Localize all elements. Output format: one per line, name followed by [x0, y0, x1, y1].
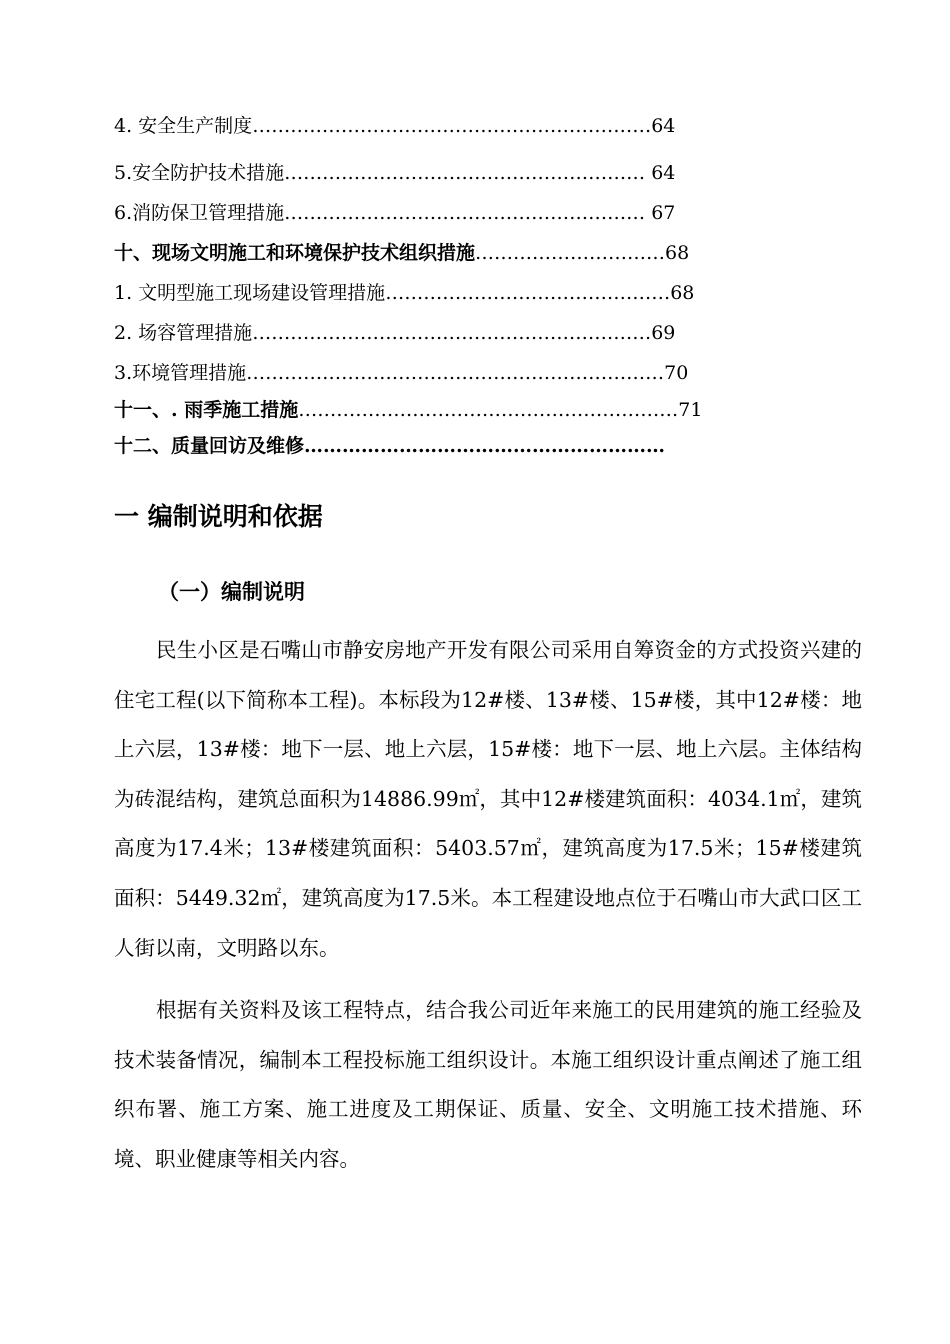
toc-entry[interactable] [114, 361, 688, 385]
subsection-heading: （一）编制说明 [158, 579, 305, 604]
toc-leader-dots: ………………………………………………………… [246, 362, 665, 384]
body-paragraph: 民生小区是石嘴山市静安房地产开发有限公司采用自筹资金的方式投资兴建的住宅工程(以下简称本工程)。本标段为12#楼、13#楼、15#楼，其中12#楼：地上六层，13#楼：地下一层、地上六层，15#楼：地下一层、地上六层。主体结构为砖混结构，建筑总面积为14886.99㎡，其中12#楼建筑面积：4034.1㎡，建筑高度为17.4米；13#楼建筑面积：5403.57㎡，建筑高度为17.5米；15#楼建筑面积：5449.32㎡，建筑高度为17.5米。本工程建设地点位于石嘴山市大武口区工人街以南，文明路以东。 [114, 638, 862, 960]
toc-entry-title: 十、现场文明施工和环境保护技术组织措施 [114, 242, 476, 264]
toc-entry-number: 2. [114, 322, 139, 344]
toc-entry[interactable] [114, 321, 675, 345]
toc-chapter-entry[interactable] [114, 398, 702, 422]
toc-entry-title: 安全防护技术措施 [132, 162, 285, 184]
toc-entry-number: 5. [114, 162, 133, 184]
toc-entry-title: 消防保卫管理措施 [132, 202, 285, 224]
toc-entry-page: 68 [665, 242, 690, 264]
toc-leader-dots: ………………………… [475, 242, 666, 264]
toc-chapter-entry[interactable] [114, 241, 689, 265]
toc-entry-number: 1. [114, 282, 139, 304]
toc-entry-number: 6. [114, 202, 133, 224]
toc-entry-page: 71 [678, 399, 703, 421]
toc-entry-title: 场容管理措施 [138, 322, 253, 344]
toc-entry-title: 十二、质量回访及维修 [114, 435, 305, 457]
toc-entry[interactable] [114, 161, 675, 185]
toc-entry-title: 文明型施工现场建设管理措施 [138, 282, 386, 304]
toc-leader-dots: …………………………………………………… [298, 399, 679, 421]
toc-chapter-entry[interactable] [114, 434, 665, 458]
toc-entry-page: 67 [645, 202, 676, 224]
toc-entry-page: 69 [651, 322, 676, 344]
toc-leader-dots: ……………………………………………………… [252, 115, 652, 137]
toc-leader-dots: ……………………………………… [385, 282, 671, 304]
toc-entry[interactable] [114, 114, 675, 138]
section-heading: 一 编制说明和依据 [114, 502, 323, 531]
toc-entry-page: 68 [670, 282, 695, 304]
toc-entry-page: 70 [664, 362, 689, 384]
toc-entry-page: 64 [645, 162, 676, 184]
toc-entry-title: 环境管理措施 [132, 362, 247, 384]
toc-leader-dots: ……………………………………………………… [252, 322, 652, 344]
toc-entry-page: 64 [651, 115, 676, 137]
toc-entry-title: 安全生产制度 [138, 115, 253, 137]
toc-leader-dots: ………………………………………………… [284, 162, 646, 184]
toc-leader-dots: ………………………………………………… [304, 435, 666, 457]
toc-entry[interactable] [114, 201, 675, 225]
toc-leader-dots: ………………………………………………… [284, 202, 646, 224]
toc-entry-number: 4. [114, 115, 139, 137]
toc-entry[interactable] [114, 281, 694, 305]
toc-entry-number: 3. [114, 362, 133, 384]
body-paragraph: 根据有关资料及该工程特点，结合我公司近年来施工的民用建筑的施工经验及技术装备情况，编制本工程投标施工组织设计。本施工组织设计重点阐述了施工组织布署、施工方案、施工进度及工期保证、质量、安全、文明施工技术措施、环境、职业健康等相关内容。 [114, 998, 862, 1171]
toc-entry-title: 十一、. 雨季施工措施 [114, 399, 299, 421]
